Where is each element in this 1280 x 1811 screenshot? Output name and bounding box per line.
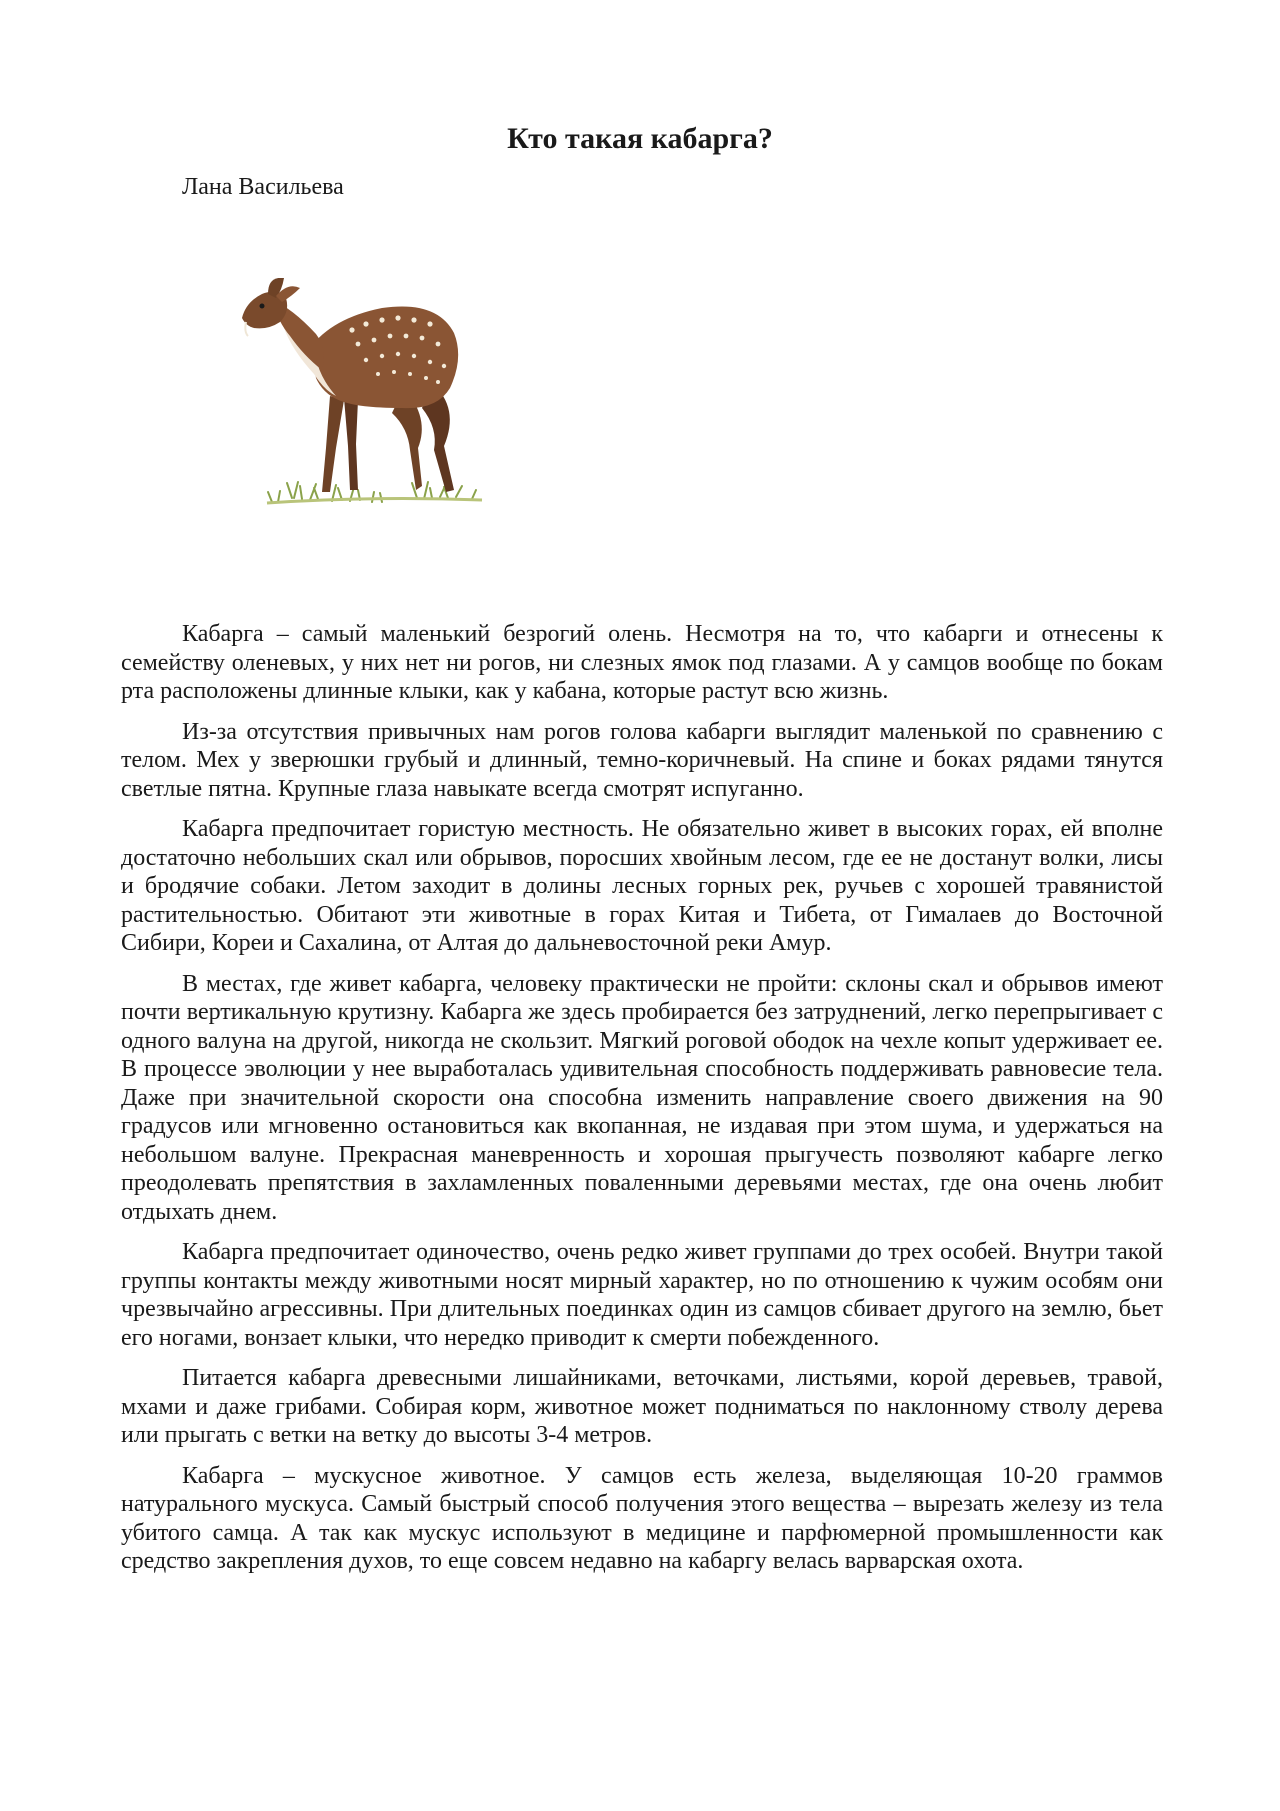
deer-eye	[260, 304, 265, 309]
author-name: Лана Васильева	[182, 174, 344, 200]
paragraph: Питается кабарга древесными лишайниками, веточками, листьями, корой деревьев, травой, мхами и даже грибами. Собирая корм, животное может подниматься по наклонному стволу дерева или прыгать с ветки на ветку до высоты 3-4 метров.	[121, 1365, 1163, 1448]
article-body	[121, 620, 1163, 1588]
musk-deer-icon	[232, 278, 522, 528]
paragraph: В местах, где живет кабарга, человеку практически не пройти: склоны скал и обрывов имеют почти вертикальную крутизну. Кабарга же здесь пробирается без затруднений, легко перепрыгивает с одного валуна на другой, никогда не скользит. Мягкий роговой ободок на чехле копыт удерживает ее. В процессе эволюции у нее выработалась удивительная способность поддерживать равновесие тела. Даже при значительной скорости она способна изменить направление своего движения на 90 градусов или мгновенно остановиться как вкопанная, не издавая при этом шума, и удержаться на небольшом валуне. Прекрасная маневренность и хорошая прыгучесть позволяют кабарге легко преодолевать препятствия в захламленных поваленными деревьями местах, где она очень любит отдыхать днем.	[121, 970, 1163, 1225]
paragraph: Кабарга предпочитает гористую местность. Не обязательно живет в высоких горах, ей вполне достаточно небольших скал или обрывов, поросших хвойным лесом, где ее не достанут волки, лисы и бродячие собаки. Летом заходит в долины лесных горных рек, ручьев с хорошей травянистой растительностью. Обитают эти животные в горах Китая и Тибета, от Гималаев до Восточной Сибири, Кореи и Сахалина, от Алтая до дальневосточной реки Амур.	[121, 816, 1163, 956]
front-leg-left	[322, 396, 344, 492]
paragraph: Из-за отсутствия привычных нам рогов голова кабарги выглядит маленькой по сравнению с телом. Мех у зверюшки грубый и длинный, темно-коричневый. На спине и боках рядами тянутся светлые пятна. Крупные глаза навыкате всегда смотрят испуганно.	[121, 718, 1163, 802]
paragraph: Кабарга предпочитает одиночество, очень редко живет группами до трех особей. Внутри такой группы контакты между животными носят мирный характер, но по отношению к чужим особям они чрезвычайно агрессивны. При длительных поединках один из самцов сбивает другого на землю, бьет его ногами, вонзает клыки, что нередко приводит к смерти побежденного.	[121, 1239, 1163, 1351]
front-leg-right	[344, 398, 358, 490]
musk-deer-illustration	[232, 278, 522, 528]
paragraph: Кабарга – самый маленький безрогий олень. Несмотря на то, что кабарги и отнесены к семейству оленевых, у них нет ни рогов, ни слезных ямок под глазами. А у самцов вообще по бокам рта расположены длинные клыки, как у кабана, которые растут всю жизнь.	[121, 621, 1163, 704]
paragraph: Кабарга – мускусное животное. У самцов есть железа, выделяющая 10-20 граммов натурального мускуса. Самый быстрый способ получения этого вещества – вырезать железу из тела убитого самца. А так как мускус используют в медицине и парфюмерной промышленности как средство закрепления духов, то еще совсем недавно на кабаргу велась варварская охота.	[121, 1462, 1163, 1574]
page-title: Кто такая кабарга?	[507, 122, 773, 155]
ground-line	[267, 499, 482, 503]
